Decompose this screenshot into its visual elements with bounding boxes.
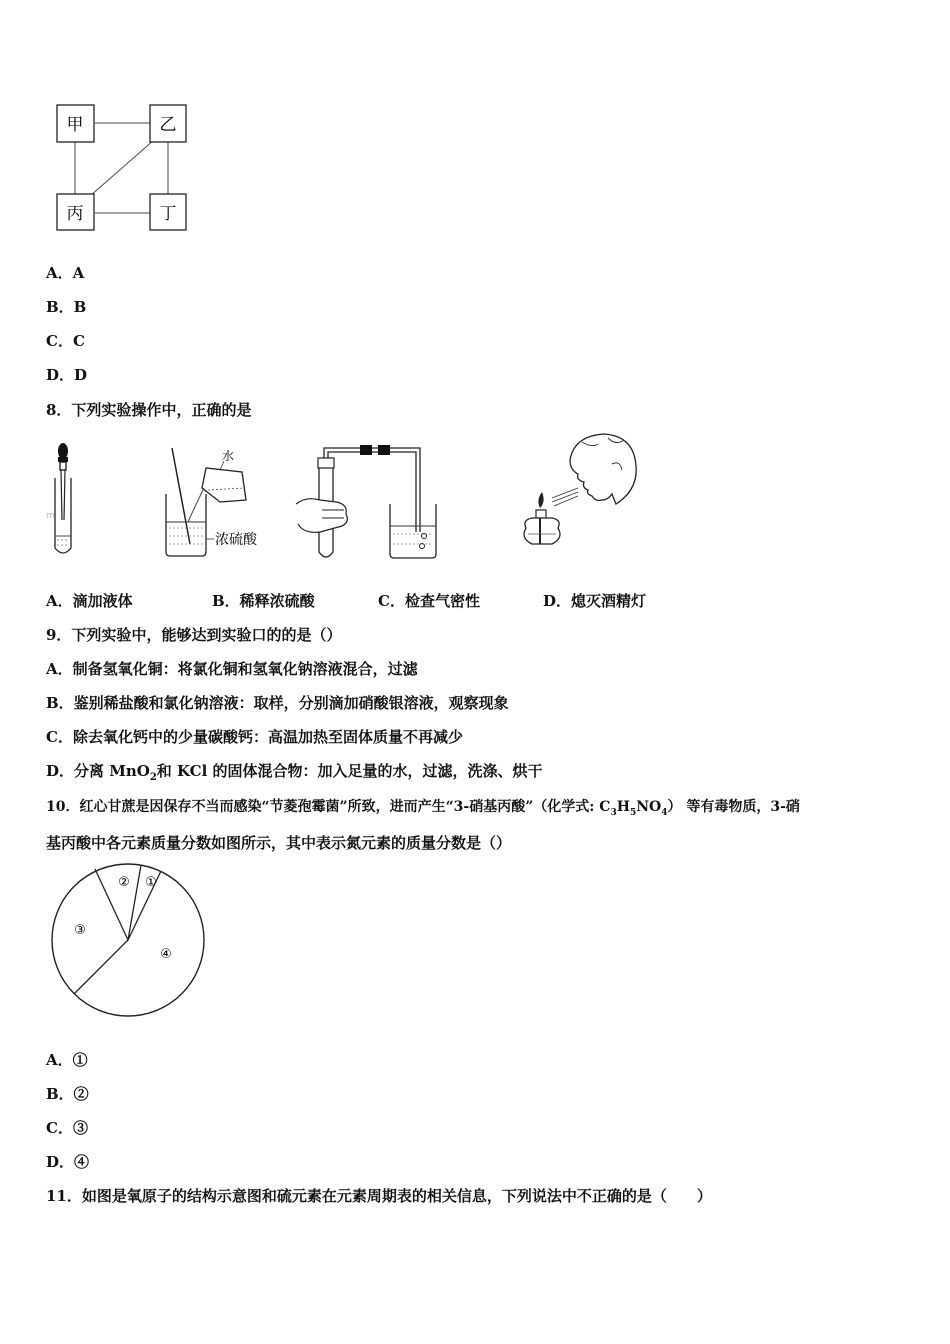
q7-option-d: D．D: [46, 366, 88, 384]
airtightness-check-illustration: [292, 440, 442, 565]
water-label: 水: [222, 449, 235, 463]
pie-label-4: ④: [160, 947, 172, 962]
q8-option-c: C．检查气密性: [378, 592, 480, 610]
q10-stem-line2: 基丙酸中各元素质量分数如图所示，其中表示氮元素的质量分数是（）: [46, 834, 512, 852]
dilute-sulfuric-acid-illustration: [160, 444, 280, 562]
mno2-subscript: 2: [149, 772, 157, 783]
q10-stem-part-b: H: [616, 799, 630, 815]
q11-stem: 11．如图是氧原子的结构示意图和硫元素在元素周期表的相关信息，下列说法中不正确的是（ ）: [46, 1187, 712, 1205]
q9-option-c: C．除去氧化钙中的少量碳酸钙：高温加热至固体质量不再减少: [46, 728, 463, 746]
q7-option-a: A．A: [46, 264, 85, 282]
q7-element-diagram: [50, 98, 195, 238]
q10-stem-part-a: 10．红心甘蔗是因保存不当而感染“节菱孢霉菌”所致，进而产生“3-硝基丙酸”（化学式: C: [46, 799, 611, 815]
q8-option-b: B．稀释浓硫酸: [212, 592, 315, 610]
pie-label-3: ③: [74, 923, 86, 938]
q9-option-b: B．鉴别稀盐酸和氯化钠溶液：取样，分别滴加硝酸银溶液，观察现象: [46, 694, 509, 712]
acid-label: 浓硫酸: [215, 532, 257, 548]
q10-option-c: C．③: [46, 1119, 88, 1137]
blow-out-alcohol-lamp-illustration: [512, 430, 642, 562]
q10-stem-line1: [46, 796, 800, 818]
svg-text:m: m: [46, 511, 55, 521]
formula-sub-2: 5: [629, 807, 637, 818]
q7-option-c: C．C: [46, 332, 85, 350]
q8-option-a: A．滴加液体: [46, 592, 133, 610]
q7-option-b: B．B: [46, 298, 87, 316]
q8-stem: 8．下列实验操作中，正确的是: [46, 401, 252, 419]
formula-sub-1: 3: [610, 807, 617, 818]
q9-option-d-prefix: D．分离 MnO: [46, 762, 150, 780]
q10-stem-part-d: ） 等有毒物质，3-硝: [667, 799, 800, 815]
q10-stem-part-c: NO: [636, 799, 662, 815]
dropper-test-tube-illustration: [46, 440, 86, 560]
formula-sub-3: 4: [661, 807, 668, 818]
q10-option-b: B．②: [46, 1085, 89, 1103]
q8-option-d: D．熄灭酒精灯: [543, 592, 647, 610]
q9-option-d: [46, 760, 543, 783]
mass-fraction-pie: [46, 862, 211, 1022]
q9-option-d-suffix: 和 KCl 的固体混合物：加入足量的水，过滤，洗涤、烘干: [156, 762, 543, 780]
q10-option-a: A．①: [46, 1051, 88, 1069]
box-yi: 乙: [159, 115, 177, 135]
q10-option-d: D．④: [46, 1153, 90, 1171]
box-ding: 丁: [159, 204, 177, 224]
box-bing: 丙: [66, 204, 84, 224]
box-jia: 甲: [66, 115, 84, 135]
pie-label-2: ②: [118, 875, 130, 890]
q9-stem: 9．下列实验中，能够达到实验口的的是（）: [46, 626, 342, 644]
pie-label-1: ①: [145, 875, 157, 890]
q9-option-a: A．制备氢氧化铜：将氯化铜和氢氧化钠溶液混合，过滤: [46, 660, 418, 678]
